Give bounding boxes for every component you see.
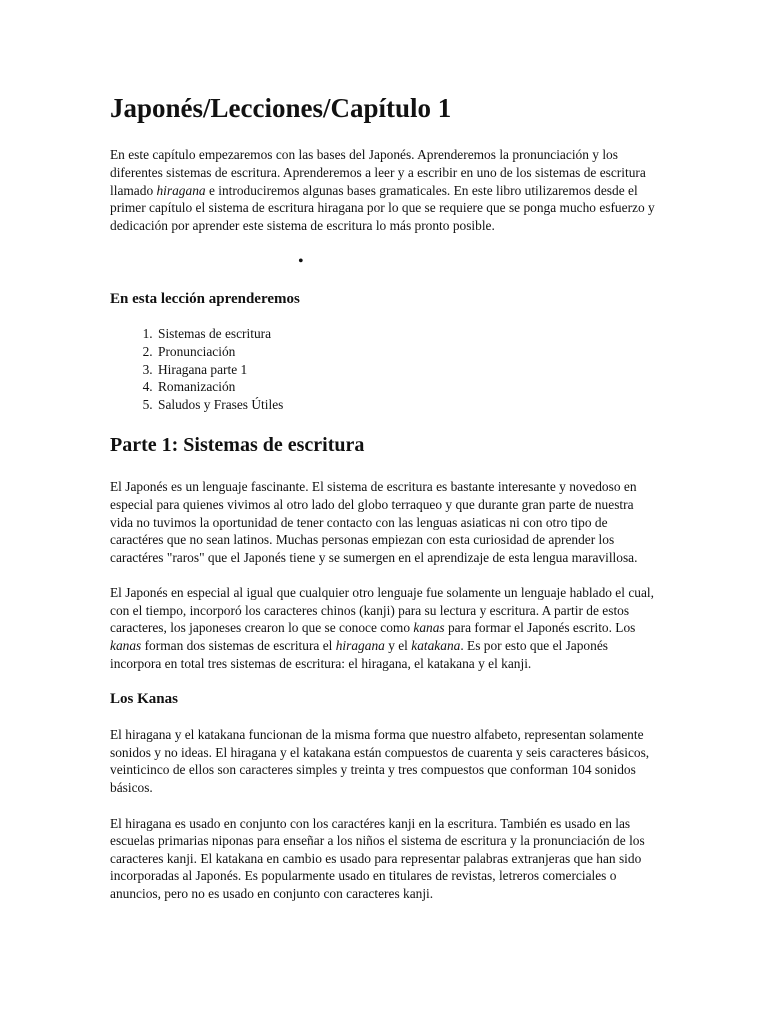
part1-p2-em-katakana: katakana <box>411 638 461 654</box>
kanas-heading: Los Kanas <box>110 691 178 708</box>
lesson-list-item: 5. Saludos y Frases Útiles <box>156 396 658 414</box>
kanas-paragraph-2: El hiragana es usado en conjunto con los caractéres kanji en la escritura. También es usado en las escuelas primarias niponas para enseñar a los niños el sistema de escritura y la pronunciación de los caracteres kanji. El katakana en cambio es usado para representar palabras extranjeras que han sido incorporadas al Japonés. Es popularmente usado en titulares de revistas, letreros comerciales o anuncios, pero no es usado en conjunto con caracteres kanji. <box>110 815 645 902</box>
lesson-list-item: 3. Hiragana parte 1 <box>156 361 658 379</box>
lesson-list-item: 1. Sistemas de escritura <box>156 325 658 343</box>
part1-p2-text-4: y el <box>384 638 412 654</box>
lesson-list-item: 2. Pronunciación <box>156 343 658 361</box>
lesson-heading: En esta lección aprenderemos <box>110 291 300 308</box>
part1-paragraph-1: El Japonés es un lenguaje fascinante. El sistema de escritura es bastante interesante y novedoso en especial para quienes vivimos al otro lado del globo terraqueo y que durante gran parte de nuestra vida no tuvimos la oportunidad de tener contacto con las lenguas asiaticas ni con otro tipo de caractéres que no sean latinos. Muchas personas empiezan con esta curiosidad de aprender los caractéres "raros" que el Japonés tiene y se sumergen en el aprendizaje de esta lengua maravillosa. <box>110 479 638 565</box>
part1-heading: Parte 1: Sistemas de escritura <box>110 434 365 457</box>
intro-paragraph <box>110 146 658 234</box>
part1-p2-em-kanas: kanas <box>413 620 445 636</box>
bullet-dot: • <box>298 253 304 271</box>
part1-p2-em-kanas-2: kanas <box>110 638 142 654</box>
intro-em-hiragana: hiragana <box>156 182 206 198</box>
kanas-paragraph-1: El hiragana y el katakana funcionan de la misma forma que nuestro alfabeto, representan solamente sonidos y no ideas. El hiragana y el katakana están compuestos de cuarenta y seis caracteres básicos, veinticinco de ellos son caracteres simples y treinta y tres compuestos que conforman 104 sonidos básicos. <box>110 727 650 796</box>
part1-p2-text-2: para formar el Japonés escrito. Los <box>444 620 636 636</box>
document-page <box>110 92 658 921</box>
part1-p2-text-3: forman dos sistemas de escritura el <box>141 638 336 654</box>
lesson-list <box>110 325 658 413</box>
part1-p2-text-5: . Es por esto que el Japonés incorpora en total tres sistemas de escritura: el hiragana, el katakana y el kanji. <box>110 638 608 671</box>
page-title: Japonés/Lecciones/Capítulo 1 <box>110 93 452 123</box>
lesson-list-item: 4. Romanización <box>156 378 658 396</box>
intro-text-1: En este capítulo empezaremos con las bases del Japonés. Aprenderemos la pronunciación y los diferentes sistemas de escritura. Aprenderemos a leer y a escribir en uno de los sistemas de escritura llamado <box>110 147 646 198</box>
intro-text-2: e introduciremos algunas bases gramaticales. En este libro utilizaremos desde el primer capítulo el sistema de escritura hiragana por lo que se requiere que se ponga mucho esfuerzo y dedicación por aprender este sistema de escritura lo más pronto posible. <box>110 182 655 233</box>
part1-p2-em-hiragana: hiragana <box>335 638 385 654</box>
part1-p2-text-1: El Japonés en especial al igual que cualquier otro lenguaje fue solamente un lenguaje hablado el cual, con el tiempo, incorporó los caracteres chinos (kanji) para su lectura y escritura. A partir de estos caracteres, los japoneses crearon lo que se conoce como <box>110 585 654 636</box>
bullet-row <box>110 252 658 272</box>
part1-paragraph-2 <box>110 584 658 672</box>
